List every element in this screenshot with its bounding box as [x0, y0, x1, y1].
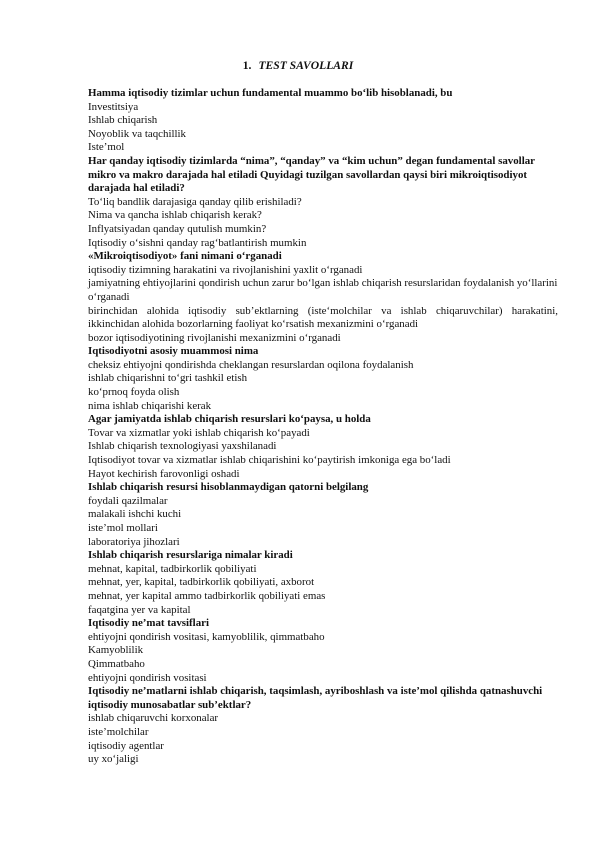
- answer-5-4: Hayot kechirish farovonligi oshadi: [88, 467, 240, 480]
- question-block-5: [88, 413, 558, 481]
- answer-1-3: Noyoblik va taqchillik: [88, 127, 186, 140]
- answer-2-4: Iqtisodiy o‘sishni qanday rag‘batlantirish mumkin: [88, 236, 307, 249]
- answer-3-3: birinchidan alohida iqtisodiy sub’ektlarning (iste‘molchilar va ishlab chiqaruvchilar) harakatini, ikkinchidan alohida bozorlarning faoliyat ko‘rsatish mexanizmini o‘rganadi: [88, 304, 558, 331]
- answer-2-1: To‘liq bandlik darajasiga qanday qilib erishiladi?: [88, 195, 302, 208]
- answer-3-4: bozor iqtisodiyotining rivojlanishi mexanizmini o‘rganadi: [88, 331, 341, 344]
- answer-6-3: iste’mol mollari: [88, 522, 158, 534]
- question-2: Har qanday iqtisodiy tizimlarda “nima”, “qanday” va “kim uchun” degan fundamental savollar mikro va makro darajada hal etiladi Quyidagi tuzilgan savollardan qaysi biri mikroiqtisodiyot darajada hal etiladi?: [88, 154, 535, 195]
- answer-3-1: iqtisodiy tizimning harakatini va rivojlanishini yaxlit o‘rganadi: [88, 263, 363, 276]
- test-questions: [88, 87, 558, 767]
- answer-1-2: Ishlab chiqarish: [88, 114, 158, 127]
- question-4: Iqtisodiyotni asosiy muammosi nima: [88, 345, 259, 358]
- question-8: Iqtisodiy ne’mat tavsiflari: [88, 617, 210, 630]
- question-block-8: [88, 617, 558, 685]
- answer-4-2: ishlab chiqarishni to‘gri tashkil etish: [88, 372, 248, 385]
- answer-2-3: Inflyatsiyadan qanday qutulish mumkin?: [88, 222, 267, 235]
- question-block-1: [88, 87, 558, 155]
- answer-8-4: ehtiyojni qondirish vositasi: [88, 671, 207, 684]
- question-block-4: [88, 345, 558, 413]
- answer-4-4: nima ishlab chiqarishi kerak: [88, 399, 212, 412]
- answer-6-4: laboratoriya jihozlari: [88, 535, 180, 548]
- section-heading: [0, 59, 596, 72]
- answer-1-1: Investitsiya: [88, 100, 139, 113]
- answer-8-1: ehtiyojni qondirish vositasi, kamyoblilik, qimmatbaho: [88, 630, 325, 643]
- section-number: 1.: [242, 59, 252, 72]
- answer-4-3: ko‘prnoq foyda olish: [88, 386, 180, 399]
- answer-5-3: Iqtisodiyot tovar va xizmatlar ishlab chiqarishini ko‘paytirish imkoniga ega bo‘ladi: [88, 454, 451, 467]
- answer-6-2: malakali ishchi kuchi: [88, 508, 182, 521]
- answer-9-4: uy xo‘jaligi: [88, 753, 139, 766]
- question-block-6: [88, 481, 558, 549]
- answer-2-2: Nima va qancha ishlab chiqarish kerak?: [88, 209, 262, 222]
- question-3: «Mikroiqtisodiyot» fani nimani o‘rganadi: [88, 250, 282, 263]
- answer-7-3: mehnat, yer kapital ammo tadbirkorlik qobiliyati emas: [88, 589, 326, 602]
- question-1: Hamma iqtisodiy tizimlar uchun fundamental muammo bo‘lib hisoblanadi, bu: [88, 87, 453, 99]
- question-7: Ishlab chiqarish resurslariga nimalar kiradi: [88, 549, 293, 562]
- question-6: Ishlab chiqarish resursi hisoblanmaydigan qatorni belgilang: [88, 481, 369, 494]
- answer-9-2: iste’molchilar: [88, 725, 149, 738]
- answer-7-1: mehnat, kapital, tadbirkorlik qobiliyati: [88, 562, 257, 575]
- question-block-3: [88, 250, 558, 345]
- answer-7-2: mehnat, yer, kapital, tadbirkorlik qobiliyati, axborot: [88, 576, 315, 589]
- answer-6-1: foydali qazilmalar: [88, 494, 168, 507]
- question-5: Agar jamiyatda ishlab chiqarish resurslari ko‘paysa, u holda: [88, 413, 371, 426]
- answer-7-4: faqatgina yer va kapital: [88, 603, 191, 616]
- question-9: Iqtisodiy ne’matlarni ishlab chiqarish, taqsimlash, ayriboshlash va iste’mol qilishda qatnashuvchi iqtisodiy munosabatlar sub’ektlar?: [88, 685, 543, 711]
- question-block-7: [88, 549, 558, 617]
- answer-5-1: Tovar va xizmatlar yoki ishlab chiqarish ko‘payadi: [88, 426, 310, 439]
- answer-4-1: cheksiz ehtiyojni qondirishda cheklangan resurslardan oqilona foydalanish: [88, 358, 414, 371]
- answer-1-4: Iste’mol: [88, 141, 125, 154]
- answer-9-3: iqtisodiy agentlar: [88, 739, 164, 752]
- answer-9-1: ishlab chiqaruvchi korxonalar: [88, 712, 219, 725]
- question-block-9: [88, 685, 558, 767]
- answer-8-2: Kamyoblilik: [88, 644, 144, 657]
- answer-8-3: Qimmatbaho: [88, 657, 145, 670]
- section-title: TEST SAVOLLARI: [258, 59, 354, 72]
- answer-3-2: jamiyatning ehtiyojlarini qondirish uchun zarur bo‘lgan ishlab chiqarish resurslaridan foydalanish yo‘llarini o‘rganadi: [88, 277, 558, 303]
- question-block-2: [88, 155, 558, 250]
- answer-5-2: Ishlab chiqarish texnologiyasi yaxshilanadi: [88, 440, 277, 453]
